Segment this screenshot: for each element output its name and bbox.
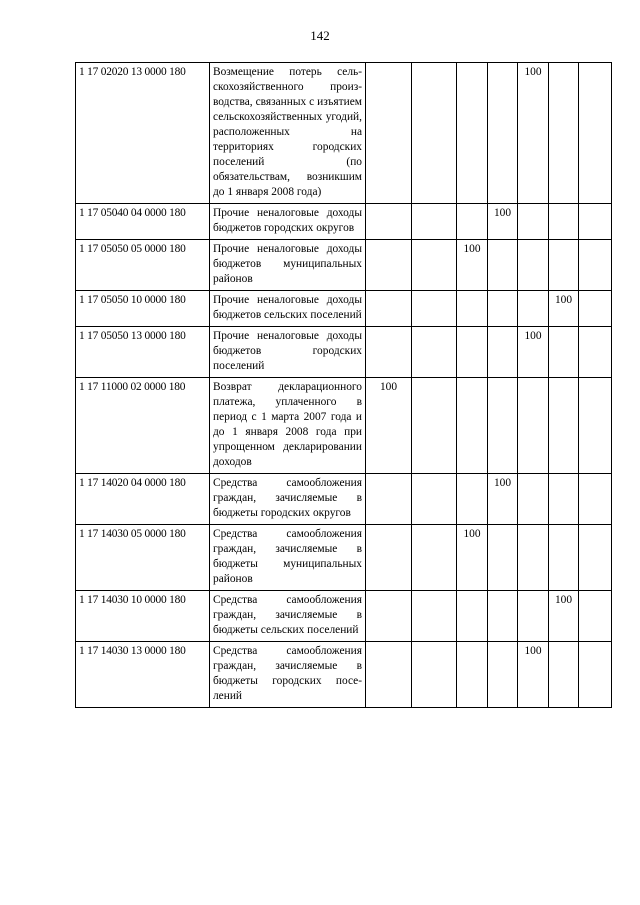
revenue-description-cell: Средства самообложения граждан, зачисляемые в бюджеты городских округов bbox=[210, 474, 366, 525]
normative-percent-cell bbox=[412, 378, 457, 474]
normative-percent-cell bbox=[549, 240, 579, 291]
normative-percent-cell bbox=[549, 474, 579, 525]
normative-percent-cell bbox=[549, 525, 579, 591]
classification-code-cell: 1 17 05050 10 0000 180 bbox=[76, 291, 210, 327]
table-row bbox=[76, 642, 612, 708]
classification-code-cell: 1 17 05040 04 0000 180 bbox=[76, 204, 210, 240]
normative-percent-cell bbox=[457, 474, 488, 525]
table-row bbox=[76, 240, 612, 291]
revenue-description-cell: Средства самообложения граждан, зачисляемые в бюджеты сельских поселений bbox=[210, 591, 366, 642]
normative-percent-cell bbox=[518, 525, 549, 591]
normative-percent-cell bbox=[518, 378, 549, 474]
normative-percent-cell bbox=[518, 591, 549, 642]
classification-code-cell: 1 17 11000 02 0000 180 bbox=[76, 378, 210, 474]
normative-percent-cell bbox=[488, 291, 518, 327]
normative-percent-cell bbox=[412, 327, 457, 378]
normative-percent-cell: 100 bbox=[518, 327, 549, 378]
classification-code-cell: 1 17 14020 04 0000 180 bbox=[76, 474, 210, 525]
normative-percent-cell bbox=[549, 63, 579, 204]
table-row bbox=[76, 63, 612, 204]
normative-percent-cell bbox=[579, 642, 612, 708]
page-number: 142 bbox=[310, 28, 330, 43]
normative-percent-cell bbox=[412, 525, 457, 591]
normative-percent-cell bbox=[457, 642, 488, 708]
normative-percent-cell bbox=[549, 327, 579, 378]
normative-percent-cell bbox=[579, 240, 612, 291]
normative-percent-cell bbox=[549, 378, 579, 474]
classification-code-cell: 1 17 14030 10 0000 180 bbox=[76, 591, 210, 642]
normative-percent-cell: 100 bbox=[549, 291, 579, 327]
normative-percent-cell bbox=[366, 204, 412, 240]
classification-code-cell: 1 17 14030 13 0000 180 bbox=[76, 642, 210, 708]
normative-percent-cell bbox=[457, 63, 488, 204]
normative-percent-cell bbox=[412, 63, 457, 204]
normative-percent-cell bbox=[457, 591, 488, 642]
normative-percent-cell bbox=[457, 204, 488, 240]
normative-percent-cell bbox=[518, 474, 549, 525]
table-row bbox=[76, 591, 612, 642]
revenue-description-cell: Прочие неналоговые доходы бюджетов городских округов bbox=[210, 204, 366, 240]
normative-percent-cell bbox=[366, 327, 412, 378]
normative-percent-cell bbox=[366, 240, 412, 291]
normative-percent-cell bbox=[412, 204, 457, 240]
classification-code-cell: 1 17 05050 05 0000 180 bbox=[76, 240, 210, 291]
normative-percent-cell bbox=[579, 63, 612, 204]
table-row bbox=[76, 204, 612, 240]
revenue-description-cell: Возмещение потерь сельскохозяйственного производства, связанных с изъятием сельскохозяйственных угодий, расположенных на территориях городских поселений (по обязательствам, возникшим до 1 января 2008 года) bbox=[210, 63, 366, 204]
normative-percent-cell bbox=[457, 291, 488, 327]
normative-percent-cell bbox=[579, 204, 612, 240]
normative-percent-cell bbox=[488, 327, 518, 378]
normative-percent-cell: 100 bbox=[366, 378, 412, 474]
revenue-description-cell: Прочие неналоговые доходы бюджетов городских поселений bbox=[210, 327, 366, 378]
normative-percent-cell bbox=[366, 63, 412, 204]
normative-percent-cell bbox=[579, 327, 612, 378]
normative-percent-cell: 100 bbox=[488, 474, 518, 525]
normative-percent-cell bbox=[579, 525, 612, 591]
table-row bbox=[76, 525, 612, 591]
normative-percent-cell: 100 bbox=[518, 63, 549, 204]
revenue-description-cell: Средства самообложения граждан, зачисляемые в бюджеты муниципальных районов bbox=[210, 525, 366, 591]
normative-percent-cell bbox=[488, 642, 518, 708]
normative-percent-cell bbox=[412, 591, 457, 642]
table-body bbox=[76, 63, 612, 708]
normative-percent-cell bbox=[549, 204, 579, 240]
normative-percent-cell: 100 bbox=[488, 204, 518, 240]
table-row bbox=[76, 378, 612, 474]
normative-percent-cell: 100 bbox=[518, 642, 549, 708]
normative-percent-cell bbox=[579, 591, 612, 642]
revenue-description-cell: Возврат декларационного платежа, уплаченного в период с 1 марта 2007 года и до 1 января 2008 года при упрощенном декларировании доходов bbox=[210, 378, 366, 474]
normative-percent-cell bbox=[366, 525, 412, 591]
normative-percent-cell bbox=[366, 474, 412, 525]
normative-percent-cell bbox=[412, 474, 457, 525]
normative-percent-cell bbox=[412, 642, 457, 708]
normative-percent-cell: 100 bbox=[457, 240, 488, 291]
normative-percent-cell bbox=[366, 642, 412, 708]
normative-percent-cell bbox=[457, 327, 488, 378]
classification-code-cell: 1 17 14030 05 0000 180 bbox=[76, 525, 210, 591]
normative-percent-cell bbox=[518, 240, 549, 291]
normative-percent-cell bbox=[518, 291, 549, 327]
normative-percent-cell: 100 bbox=[457, 525, 488, 591]
normative-percent-cell bbox=[412, 291, 457, 327]
budget-revenue-table bbox=[75, 62, 612, 708]
classification-code-cell: 1 17 02020 13 0000 180 bbox=[76, 63, 210, 204]
normative-percent-cell: 100 bbox=[549, 591, 579, 642]
normative-percent-cell bbox=[366, 291, 412, 327]
table-row bbox=[76, 327, 612, 378]
revenue-description-cell: Средства самообложения граждан, зачисляемые в бюджеты городских поселений bbox=[210, 642, 366, 708]
revenue-description-cell: Прочие неналоговые доходы бюджетов муниципальных районов bbox=[210, 240, 366, 291]
table-row bbox=[76, 291, 612, 327]
normative-percent-cell bbox=[412, 240, 457, 291]
table-row bbox=[76, 474, 612, 525]
normative-percent-cell bbox=[488, 240, 518, 291]
normative-percent-cell bbox=[518, 204, 549, 240]
normative-percent-cell bbox=[488, 525, 518, 591]
normative-percent-cell bbox=[366, 591, 412, 642]
normative-percent-cell bbox=[457, 378, 488, 474]
normative-percent-cell bbox=[579, 378, 612, 474]
normative-percent-cell bbox=[579, 291, 612, 327]
normative-percent-cell bbox=[488, 63, 518, 204]
revenue-description-cell: Прочие неналоговые доходы бюджетов сельских поселений bbox=[210, 291, 366, 327]
classification-code-cell: 1 17 05050 13 0000 180 bbox=[76, 327, 210, 378]
normative-percent-cell bbox=[549, 642, 579, 708]
normative-percent-cell bbox=[579, 474, 612, 525]
normative-percent-cell bbox=[488, 591, 518, 642]
normative-percent-cell bbox=[488, 378, 518, 474]
